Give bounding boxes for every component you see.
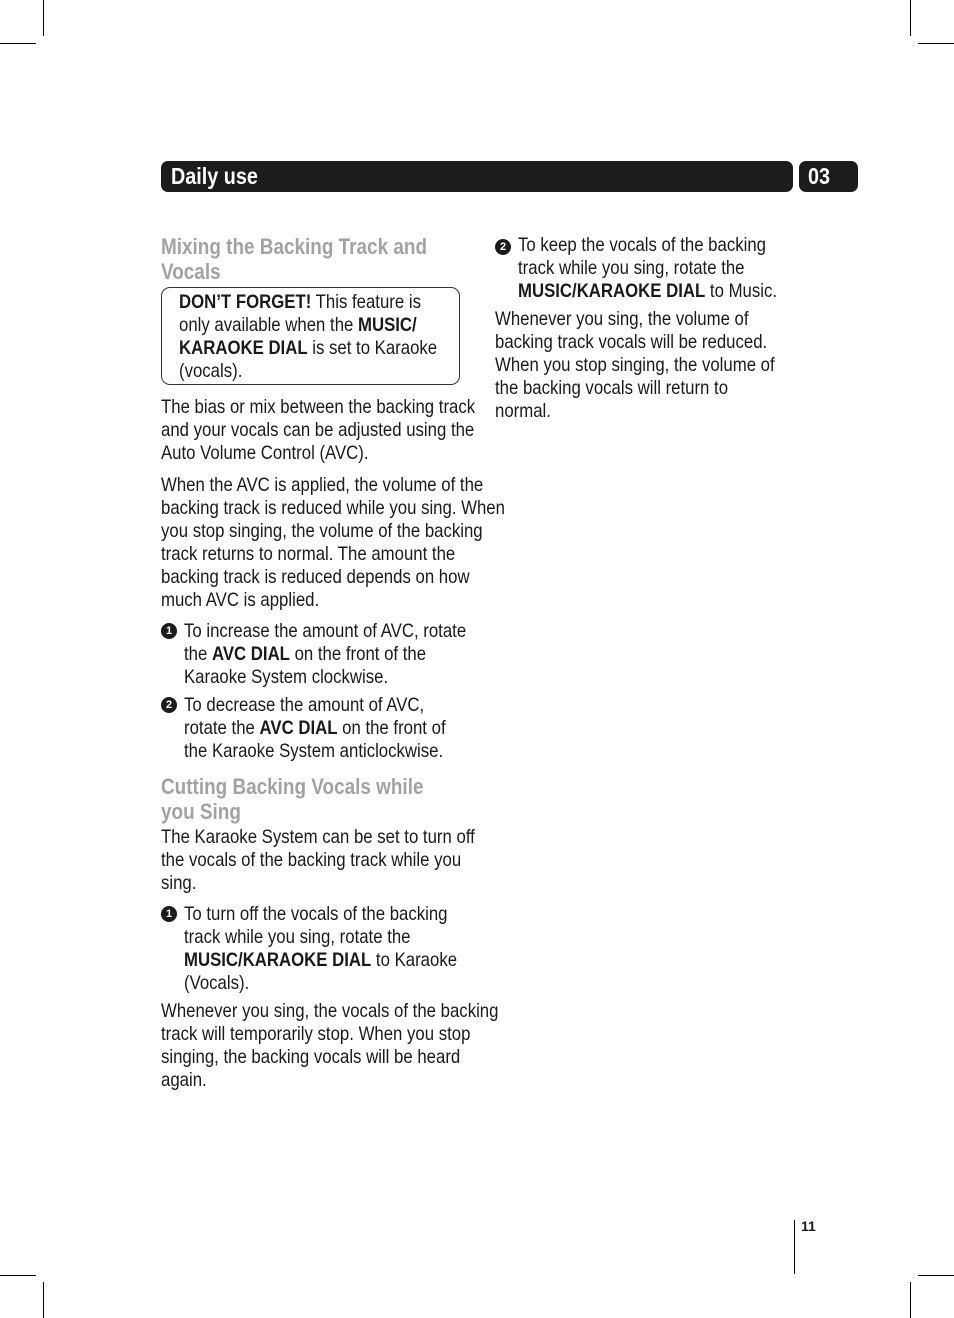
paragraph: The bias or mix between the backing track and your vocals can be adjusted using the Auto Volume Control (AVC). [161, 396, 476, 464]
section-header-bar [161, 161, 793, 192]
note-text: This feature is only available when the [179, 291, 421, 336]
numbered-step [495, 234, 840, 303]
step-text: To increase the amount of AVC, rotate the [184, 620, 467, 665]
left-column [161, 234, 506, 1092]
step-number-icon: 1 [161, 906, 177, 922]
step-text: to Karaoke (Vocals). [184, 949, 458, 994]
crop-mark [910, 1282, 911, 1318]
dont-forget-note [161, 287, 460, 385]
step-text: on the front of the Karaoke System anticlockwise. [184, 717, 446, 762]
note-dial: MUSIC/ KARAOKE DIAL [179, 314, 417, 359]
dial-name: AVC DIAL [211, 643, 290, 665]
numbered-step [161, 694, 506, 763]
chapter-number: 03 [808, 163, 831, 189]
numbered-step [161, 903, 506, 995]
page-number: 11 [801, 1218, 816, 1234]
crop-mark [918, 1275, 954, 1276]
dial-name: MUSIC/KARAOKE DIAL [518, 280, 706, 302]
crop-mark [43, 1282, 44, 1318]
step-text: on the front of the Karaoke System clockwise. [184, 643, 427, 688]
dial-name: AVC DIAL [259, 717, 338, 739]
crop-mark [0, 1275, 36, 1276]
note-text: is set to Karaoke (vocals). [179, 337, 438, 382]
paragraph: The Karaoke System can be set to turn off the vocals of the backing track while you sing. [161, 826, 475, 894]
paragraph: When the AVC is applied, the volume of the backing track is reduced while you sing. When you stop singing, the volume of the backing track returns to normal. The amount the backing track is reduced depends on how much AVC is applied. [161, 474, 505, 611]
crop-mark [910, 0, 911, 36]
numbered-step [161, 620, 506, 689]
page-number-rule [794, 1220, 795, 1274]
dial-name: MUSIC/KARAOKE DIAL [184, 949, 372, 971]
step-number-icon: 2 [161, 697, 177, 713]
step-text: to Music. [705, 280, 778, 302]
crop-mark [43, 0, 44, 36]
section-heading: Cutting Backing Vocals while you Sing [161, 774, 424, 824]
chapter-badge [799, 161, 858, 192]
section-heading: Mixing the Backing Track and Vocals [161, 234, 428, 284]
step-text: To keep the vocals of the backing track while you sing, rotate the [518, 234, 766, 279]
paragraph: Whenever you sing, the vocals of the backing track will temporarily stop. When you stop singing, the backing vocals will be heard again. [161, 1000, 499, 1091]
section-title: Daily use [171, 163, 258, 189]
step-number-icon: 1 [161, 623, 177, 639]
step-text: To turn off the vocals of the backing track while you sing, rotate the [184, 903, 448, 948]
step-number-icon: 2 [495, 239, 511, 255]
right-column [495, 234, 840, 423]
step-text: To decrease the amount of AVC, rotate the [184, 694, 425, 739]
crop-mark [0, 43, 36, 44]
note-lead: DON’T FORGET! [179, 291, 312, 313]
crop-mark [918, 43, 954, 44]
paragraph: Whenever you sing, the volume of backing track vocals will be reduced. When you stop singing, the volume of the backing vocals will return to normal. [495, 308, 775, 422]
